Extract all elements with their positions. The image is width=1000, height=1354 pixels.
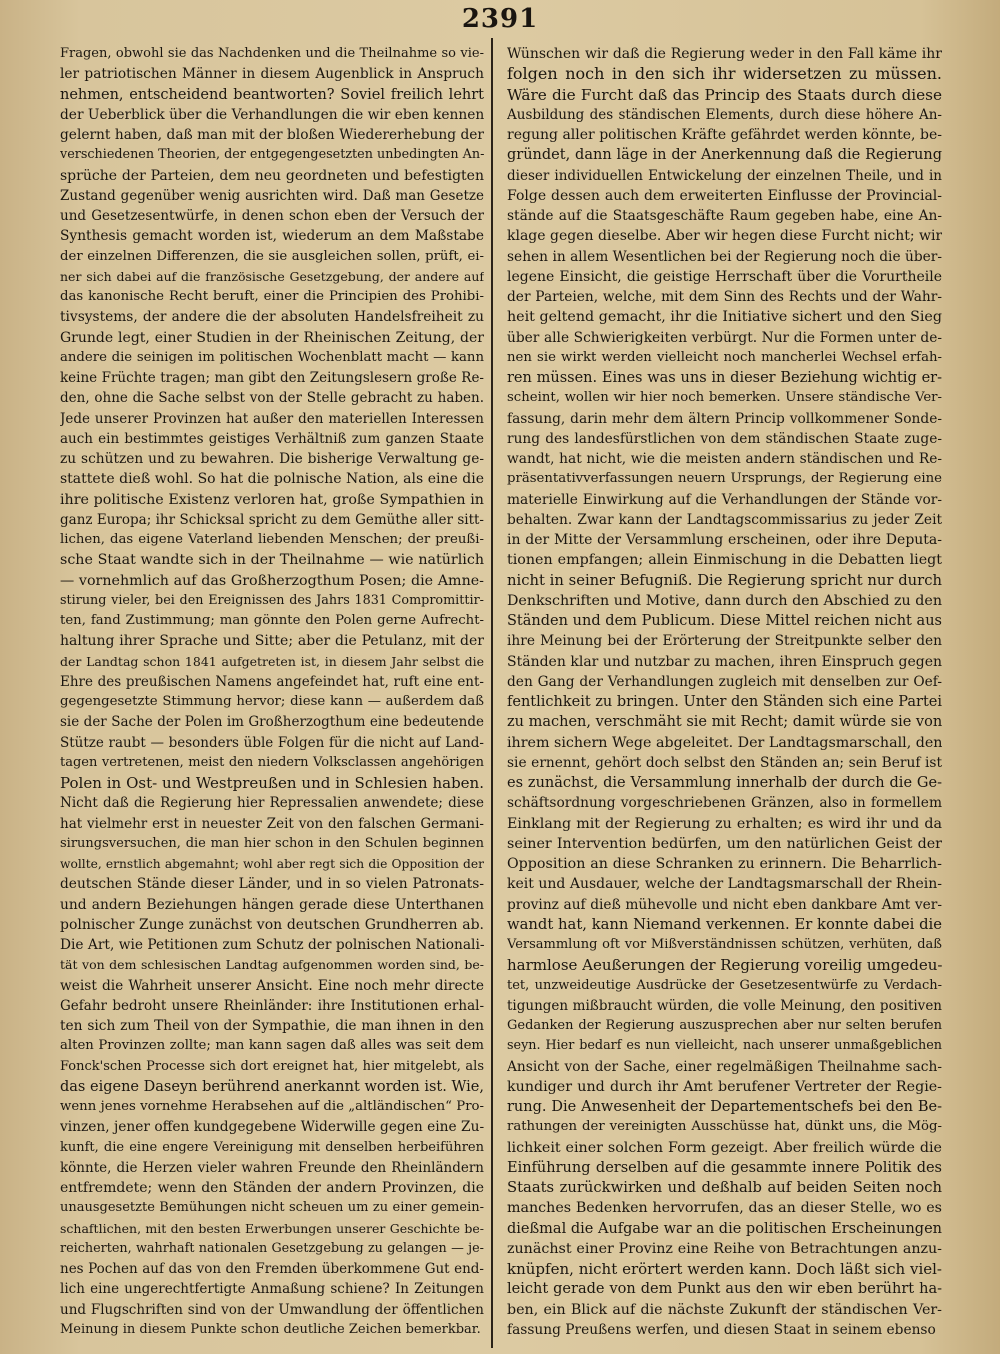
text-line: fassung, darin mehr dem ältern Princip vollkommener Sonde- [507,410,942,427]
right-column [507,44,942,1350]
text-line: schaftlichen, mit den besten Erwerbungen unserer Geschichte be- [60,1220,484,1236]
text-line: materielle Einwirkung auf die Verhandlungen der Stände vor- [507,491,942,508]
text-line: kunft, die eine engere Vereinigung mit denselben herbeiführen [60,1139,484,1155]
text-line: rung des landesfürstlichen von dem ständischen Staate zuge- [507,430,942,447]
text-line: Ständen und dem Publicum. Diese Mittel reichen nicht aus [507,613,942,629]
text-line: sirungsversuchen, die man hier schon in den Schulen beginnen [60,835,484,851]
text-line: ihrem sichern Wege abgeleitet. Der Landtagsmarschall, den [507,734,942,751]
text-line: folgen noch in den sich ihr widersetzen zu müssen. [507,64,942,84]
text-line: wollte, ernstlich abgemahnt; wohl aber regt sich die Opposition der [60,857,484,871]
text-line: harmlose Aeußerungen der Regierung voreilig umgedeu- [507,956,942,975]
text-line: stirung vieler, bei den Ereignissen des Jahrs 1831 Compromittir- [60,592,484,608]
text-line: ler patriotischen Männer in diesem Augenblick in Anspruch [60,66,484,83]
text-line: deutschen Stände dieser Länder, und in so vielen Patronats- [60,876,484,893]
text-line: weist die Wahrheit unserer Ansicht. Eine noch mehr directe [60,977,484,994]
text-line: zu machen, verschmäht sie mit Recht; damit würde sie von [507,714,942,731]
text-line: lichkeit einer solchen Form gezeigt. Aber freilich würde die [507,1139,942,1156]
text-line: den Gang der Verhandlungen zugleich mit denselben zur Oef- [507,673,942,690]
text-line: vinzen, jener offen kundgegebene Widerwille gegen eine Zu- [60,1119,484,1136]
text-line: Staats zurückwirken und deßhalb auf beiden Seiten noch [507,1179,942,1196]
text-line: ten sich zum Theil von der Sympathie, die man ihnen in den [60,1018,484,1034]
text-line: stattete dieß wohl. So hat die polnische Nation, als eine die [60,471,484,488]
text-line: Nicht daß die Regierung hier Repressalien anwendete; diese [60,795,484,812]
text-line: in der Mitte der Versammlung erscheinen, oder ihre Deputa- [507,532,942,548]
text-line: Polen in Ost- und Westpreußen und in Schlesien haben. [60,774,484,792]
text-line: tagen vertretenen, meist den niedern Volksclassen angehörigen [60,754,484,770]
text-line: kundiger und durch ihr Amt berufener Vertreter der Regie- [507,1078,942,1095]
text-line: seiner Intervention bedürfen, um den natürlichen Geist der [507,835,942,852]
text-line: Grunde legt, einer Studien in der Rheinischen Zeitung, der [60,329,484,346]
text-line: ren müssen. Eines was uns in dieser Beziehung wichtig er- [507,370,942,386]
text-line: lich eine ungerechtfertigte Anmaßung schiene? In Zeitungen [60,1281,484,1298]
text-line: fassung Preußens werfen, und diesen Staat in seinem ebenso [507,1321,936,1338]
text-line: der Landtag schon 1841 aufgetreten ist, in diesem Jahr selbst die [60,653,484,669]
text-line: hat vielmehr erst in neuester Zeit von den falschen Germani- [60,815,484,832]
text-line: regung aller politischen Kräfte gefährdet werden könnte, be- [507,127,942,143]
text-line: Einklang mit der Regierung zu erhalten; es wird ihr und da [507,815,942,832]
text-line: verschiedenen Theorien, der entgegengesetzten unbedingten An- [60,147,484,163]
text-line: sie der Sache der Polen im Großherzogthum eine bedeutende [60,714,484,731]
text-line: — vornehmlich auf das Großherzogthum Posen; die Amne- [60,572,484,589]
text-line: Meinung in diesem Punkte schon deutliche Zeichen bemerkbar. [60,1321,481,1337]
text-line: keit und Ausdauer, welche der Landtagsmarschall der Rhein- [507,876,942,893]
text-line: wandt, hat nicht, wie die meisten andern ständischen und Re- [507,451,942,467]
text-line: tivsystems, der andere die der absoluten Handelsfreiheit zu [60,309,484,326]
text-line: den, ohne die Sache selbst von der Stelle gebracht zu haben. [60,390,484,407]
text-line: nehmen, entscheidend beantworten? Soviel freilich lehrt [60,86,484,103]
text-line: könnte, die Herzen vieler wahren Freunde den Rheinländern [60,1159,484,1176]
text-line: Gedanken der Regierung auszusprechen aber nur selten berufen [507,1018,942,1033]
text-line: alten Provinzen zollte; man kann sagen daß alles was seit dem [60,1038,484,1054]
text-line: es zunächst, die Versammlung innerhalb der durch die Ge- [507,775,942,791]
text-line: rathungen der vereinigten Ausschüsse hat, dünkt uns, die Mög- [507,1119,942,1135]
text-line: nicht in seiner Befugniß. Die Regierung spricht nur durch [507,571,942,589]
text-line: präsentativverfassungen neuern Ursprungs, der Regierung eine [507,471,942,487]
text-line: Ansicht von der Sache, einer regelmäßigen Theilnahme sach- [507,1058,942,1075]
text-line: sche Staat wandte sich in der Theilnahme — wie natürlich [60,552,484,569]
text-line: gegengesetzte Stimmung hervor; diese kann — außerdem daß [60,694,484,709]
text-line: gründet, dann läge in der Anerkennung daß die Regierung [507,147,942,164]
text-line: sprüche der Parteien, dem neu geordneten und befestigten [60,167,484,184]
text-line: wandt hat, kann Niemand verkennen. Er konnte dabei die [507,915,942,933]
text-line: wenn jenes vornehme Herabsehen auf die „altländischen“ Pro- [60,1099,484,1114]
text-line: über alle Schwierigkeiten verbürgt. Nur die Formen unter de- [507,329,942,346]
text-line: manches Bedenken hervorrufen, das an dieser Stelle, wo es [507,1200,942,1217]
text-line: Zustand gegenüber wenig ausrichten wird. Daß man Gesetze [60,187,484,204]
page-number: 2391 [461,4,539,34]
text-line: der Ueberblick über die Verhandlungen die wir eben kennen [60,106,484,123]
text-line: heit geltend gemacht, ihr die Initiative sichert und den Sieg [507,309,942,326]
text-line: der Parteien, welche, mit dem Sinn des Rechts und der Wahr- [507,289,942,305]
text-line: sehen in allem Wesentlichen bei der Regierung noch die über- [507,248,942,265]
text-line: nen sie wirkt werden vielleicht noch mancherlei Wechsel erfah- [507,349,942,365]
text-line: lichen, das eigene Vaterland liebenden Menschen; der preußi- [60,532,484,547]
text-line: entfremdete; wenn den Ständen der andern Provinzen, die [60,1180,484,1196]
text-line: dieser individuellen Entwickelung der einzelnen Theile, und in [507,167,942,184]
text-line: Gefahr bedroht unsere Rheinländer: ihre Institutionen erhal- [60,997,484,1014]
text-line: legene Einsicht, die geistige Herrschaft über die Vorurtheile [507,268,942,285]
text-line: zunächst einer Provinz eine Reihe von Betrachtungen anzu- [507,1240,942,1257]
text-line: haltung ihrer Sprache und Sitte; aber die Petulanz, mit der [60,633,484,650]
text-line: Synthesis gemacht worden ist, wiederum an dem Maßstabe [60,228,484,245]
text-line: tigungen mißbraucht würden, die volle Meinung, den positiven [507,997,942,1014]
text-line: Versammlung oft vor Mißverständnissen schützen, verhüten, daß [507,937,942,952]
text-line: auch ein bestimmtes geistiges Verhältniß zum ganzen Staate [60,430,484,447]
text-line: Ehre des preußischen Namens angefeindet hat, ruft eine ent- [60,673,484,690]
text-line: fentlichkeit zu bringen. Unter den Ständen sich eine Partei [507,694,942,710]
text-line: leicht gerade von dem Punkt aus den wir eben berührt ha- [507,1281,942,1298]
text-line: scheint, wollen wir hier noch bemerken. Unsere ständische Ver- [507,390,942,406]
text-line: knüpfen, nicht erörtert werden kann. Doch läßt sich viel- [507,1260,942,1278]
text-line: stände auf die Staatsgeschäfte Raum gegeben habe, eine An- [507,208,942,224]
text-line: unausgesetzte Bemühungen nicht scheuen um zu einer gemein- [60,1200,484,1216]
text-line: ner sich dabei auf die französische Gesetzgebung, der andere auf [60,268,484,284]
text-line: zu schützen und zu bewahren. Die bisherige Verwaltung ge- [60,451,484,467]
text-line: polnischer Zunge zunächst von deutschen Grundherren ab. [60,916,484,933]
text-line: ihre politische Existenz verloren hat, große Sympathien in [60,491,484,508]
text-line: nes Pochen auf das von den Fremden überkommene Gut end- [60,1261,484,1277]
text-line: Wäre die Furcht daß das Princip des Staats durch diese [507,85,942,104]
text-line: dießmal die Aufgabe war an die politischen Erscheinungen [507,1220,942,1237]
text-line: Jede unserer Provinzen hat außer den materiellen Interessen [60,410,484,427]
text-line: Fragen, obwohl sie das Nachdenken und die Theilnahme so vie- [60,46,484,61]
text-line: Denkschriften und Motive, dann durch den Abschied zu den [507,592,942,609]
text-line: das eigene Daseyn berührend anerkannt worden ist. Wie, [60,1078,484,1095]
text-line: Opposition an diese Schranken zu erinnern. Die Beharrlich- [507,856,942,872]
text-line: keine Früchte tragen; man gibt den Zeitungslesern große Re- [60,370,484,386]
text-line: tet, unzweideutige Ausdrücke der Gesetzesentwürfe zu Verdach- [507,977,942,993]
text-line: und Flugschriften sind von der Umwandlung der öffentlichen [60,1301,484,1318]
text-line: Fonck'schen Processe sich dort ereignet hat, hier mitgelebt, als [60,1058,484,1074]
text-line: ihre Meinung bei der Erörterung der Streitpunkte selber den [507,633,942,650]
text-line: Einführung derselben auf die gesammte innere Politik des [507,1159,942,1176]
text-line: tionen empfangen; allein Einmischung in die Debatten liegt [507,552,942,569]
text-line: gelernt haben, daß man mit der bloßen Wiedererhebung der [60,127,484,143]
text-line: das kanonische Recht beruft, einer die Principien des Prohibi- [60,289,484,304]
text-line: Ständen klar und nutzbar zu machen, ihren Einspruch gegen [507,653,942,670]
text-line: und andern Beziehungen hängen gerade diese Unterthanen [60,896,484,913]
text-line: ben, ein Blick auf die nächste Zukunft der ständischen Ver- [507,1301,942,1318]
text-line: Ausbildung des ständischen Elements, durch diese höhere An- [507,106,942,123]
text-line: schäftsordnung vorgeschriebenen Gränzen, also in formellem [507,795,942,812]
text-line: behalten. Zwar kann der Landtagscommissarius zu jeder Zeit [507,511,942,528]
text-line: reicherten, wahrhaft nationalen Gesetzgebung zu gelangen — je- [60,1240,484,1256]
column-divider [491,38,493,1348]
text-line: Stütze raubt — besonders üble Folgen für die nicht auf Land- [60,734,484,751]
text-line: Wünschen wir daß die Regierung weder in den Fall käme ihr [507,46,942,62]
text-line: tät von dem schlesischen Landtag aufgenommen worden sind, be- [60,957,484,973]
text-line: ganz Europa; ihr Schicksal spricht zu dem Gemüthe aller sitt- [60,511,484,528]
text-line: rung. Die Anwesenheit der Departementschefs bei den Be- [507,1099,942,1115]
text-line: Die Art, wie Petitionen zum Schutz der polnischen Nationali- [60,937,484,953]
text-line: der einzelnen Differenzen, die sie ausgleichen sollen, prüft, ei- [60,248,484,264]
text-line: ten, fand Zustimmung; man gönnte den Polen gerne Aufrecht- [60,613,484,628]
text-line: Folge dessen auch dem erweiterten Einflusse der Provincial- [507,187,942,204]
text-line: seyn. Hier bedarf es nun vielleicht, nach unserer unmaßgeblichen [507,1038,942,1054]
text-line: provinz auf dieß mühevolle und nicht eben dankbare Amt ver- [507,896,942,913]
text-line: klage gegen dieselbe. Aber wir hegen diese Furcht nicht; wir [507,228,942,245]
text-line: sie ernennt, gehört doch selbst den Ständen an; sein Beruf ist [507,754,942,771]
left-column [60,44,484,1350]
text-line: und Gesetzesentwürfe, in denen schon eben der Versuch der [60,208,484,224]
text-line: andere die seinigen im politischen Wochenblatt macht — kann [60,349,484,365]
